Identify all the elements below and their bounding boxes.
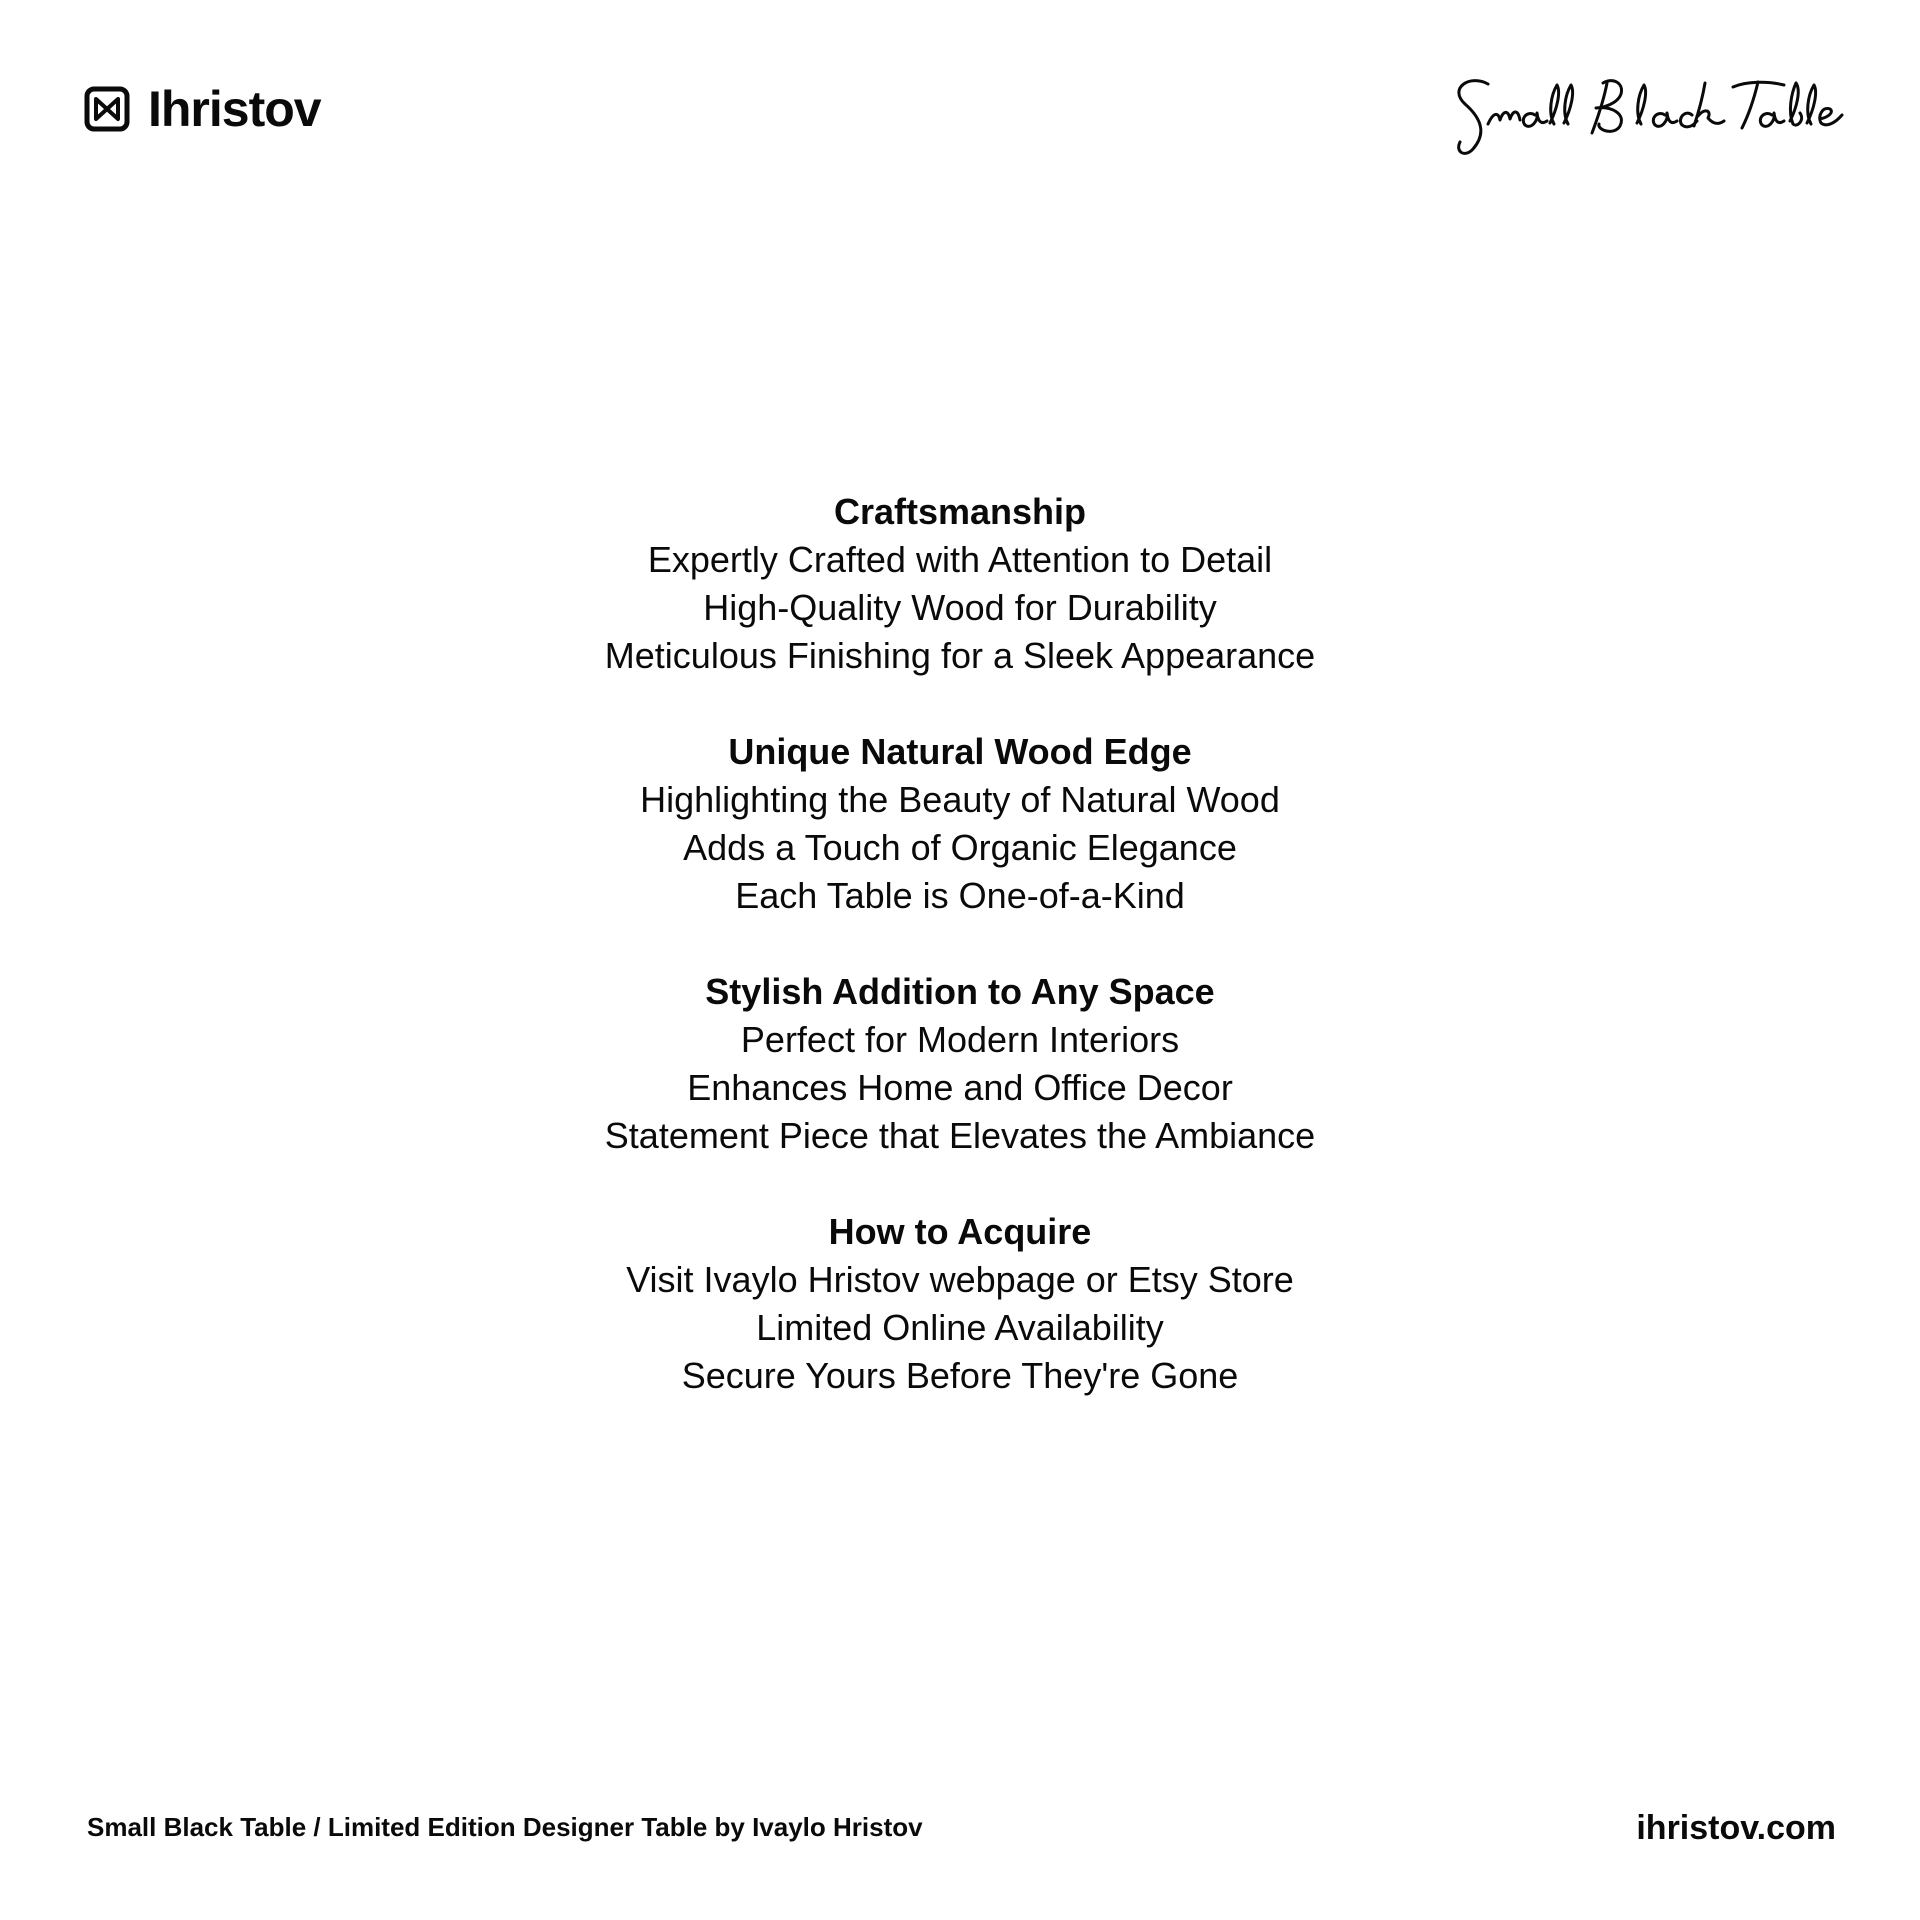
- section-line: Perfect for Modern Interiors: [740, 1019, 1180, 1060]
- section-line: Highlighting the Beauty of Natural Wood: [640, 779, 1280, 820]
- brand-name: Ihristov: [148, 81, 321, 137]
- section-how-to-acquire: [0, 1208, 1920, 1400]
- footer-caption: Small Black Table / Limited Edition Designer Table by Ivaylo Hristov: [87, 1812, 923, 1842]
- section-line: Each Table is One-of-a-Kind: [735, 875, 1185, 916]
- bowtie-square-icon: [84, 86, 130, 132]
- section-unique-natural-wood-edge: [0, 728, 1920, 920]
- section-title: How to Acquire: [828, 1211, 1092, 1252]
- brand-logo[interactable]: [84, 81, 321, 137]
- section-line: Limited Online Availability: [756, 1307, 1164, 1348]
- section-title: Craftsmanship: [833, 491, 1087, 532]
- section-line: Secure Yours Before They're Gone: [681, 1355, 1239, 1396]
- section-line: Enhances Home and Office Decor: [687, 1067, 1233, 1108]
- section-line: Meticulous Finishing for a Sleek Appearance: [604, 635, 1316, 676]
- section-stylish-addition: [0, 968, 1920, 1160]
- section-line: Visit Ivaylo Hristov webpage or Etsy Store: [626, 1259, 1294, 1300]
- section-line: Statement Piece that Elevates the Ambiance: [604, 1115, 1316, 1156]
- section-craftsmanship: [0, 488, 1920, 680]
- section-line: Adds a Touch of Organic Elegance: [683, 827, 1237, 868]
- section-title: Unique Natural Wood Edge: [728, 731, 1192, 772]
- section-title: Stylish Addition to Any Space: [705, 971, 1215, 1012]
- section-line: High-Quality Wood for Durability: [703, 587, 1217, 628]
- section-line: Expertly Crafted with Attention to Detail: [647, 539, 1273, 580]
- handwritten-signature-icon: [1446, 70, 1846, 160]
- feature-list: [0, 488, 1920, 1448]
- website-link[interactable]: ihristov.com: [1636, 1809, 1836, 1847]
